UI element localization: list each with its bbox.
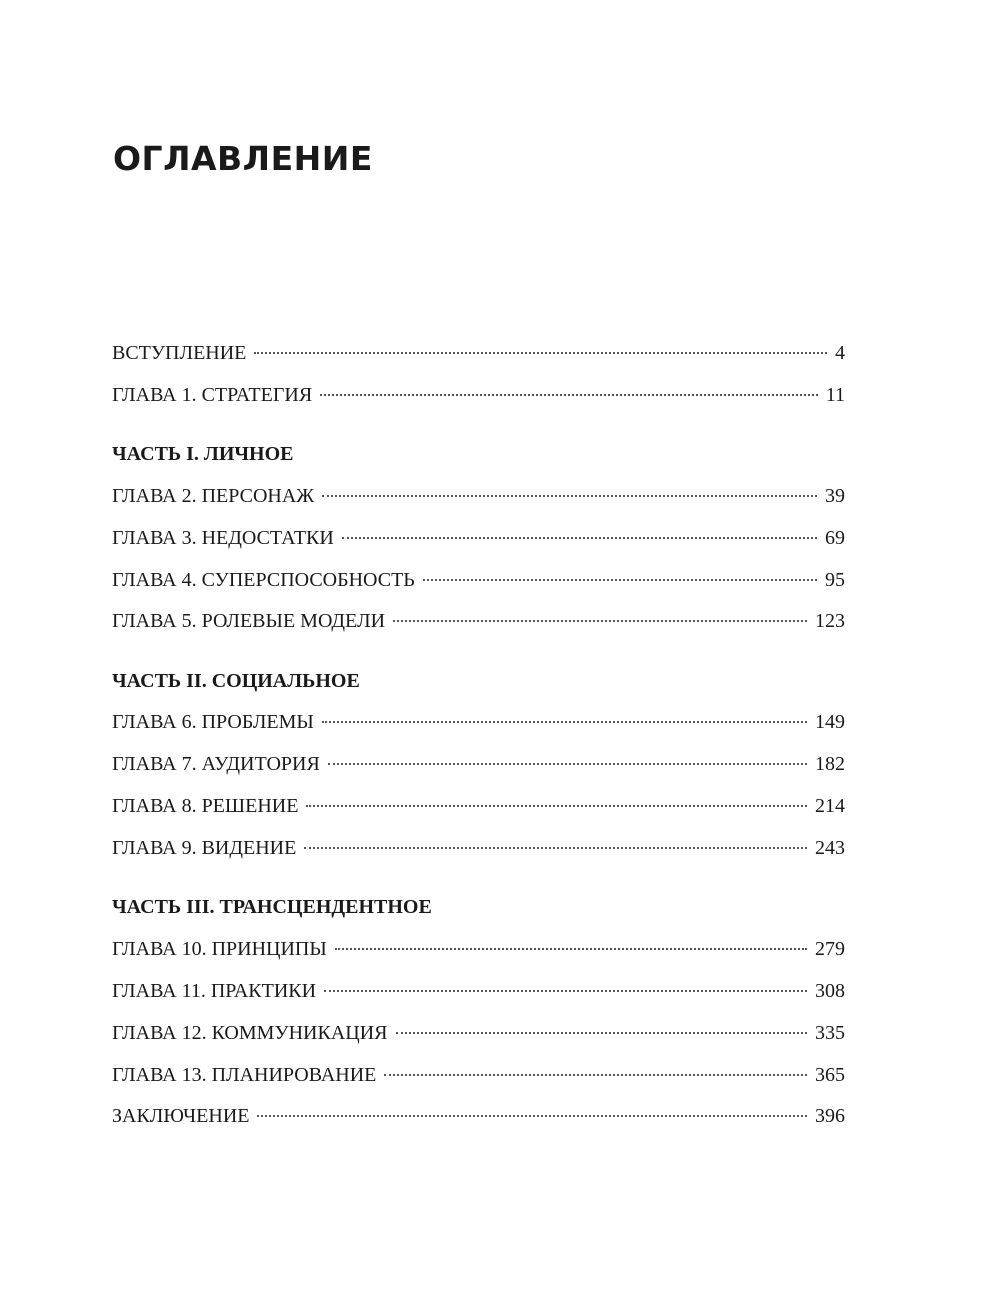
toc-entry-label: ГЛАВА 4. СУПЕРСПОСОБНОСТЬ xyxy=(112,569,415,591)
toc-entry-chapter-5[interactable] xyxy=(112,608,845,634)
dot-leader xyxy=(342,537,817,539)
toc-entry-chapter-11[interactable] xyxy=(112,978,845,1004)
part-heading-2: ЧАСТЬ II. СОЦИАЛЬНОЕ xyxy=(112,670,360,692)
toc-entry-label: ГЛАВА 1. СТРАТЕГИЯ xyxy=(112,384,313,406)
toc-entry-label: ГЛАВА 2. ПЕРСОНАЖ xyxy=(112,485,315,507)
dot-leader xyxy=(423,579,817,581)
dot-leader xyxy=(324,990,807,992)
part-heading-3: ЧАСТЬ III. ТРАНСЦЕНДЕНТНОЕ xyxy=(112,896,432,918)
toc-entry-chapter-4[interactable] xyxy=(112,567,845,593)
toc-entry-page: 308 xyxy=(815,980,845,1002)
toc-entry-chapter-12[interactable] xyxy=(112,1020,845,1046)
toc-entry-page: 243 xyxy=(815,837,845,859)
toc-entry-page: 214 xyxy=(815,795,845,817)
toc-entry-chapter-8[interactable] xyxy=(112,793,845,819)
toc-entry-label: ГЛАВА 6. ПРОБЛЕМЫ xyxy=(112,711,314,733)
toc-entry-page: 279 xyxy=(815,938,845,960)
toc-entry-page: 396 xyxy=(815,1105,845,1127)
toc-entry-page: 69 xyxy=(825,527,845,549)
toc-entry-chapter-1[interactable] xyxy=(112,382,845,408)
part-heading-1: ЧАСТЬ I. ЛИЧНОЕ xyxy=(112,443,294,465)
toc-entry-page: 365 xyxy=(815,1064,845,1086)
toc-entry-chapter-10[interactable] xyxy=(112,936,845,962)
toc-entry-label: ГЛАВА 8. РЕШЕНИЕ xyxy=(112,795,299,817)
toc-entry-chapter-3[interactable] xyxy=(112,525,845,551)
toc-entry-page: 4 xyxy=(835,342,845,364)
toc-entry-label: ВСТУПЛЕНИЕ xyxy=(112,342,247,364)
toc-entry-page: 123 xyxy=(815,610,845,632)
dot-leader xyxy=(328,763,807,765)
toc-entry-label: ГЛАВА 5. РОЛЕВЫЕ МОДЕЛИ xyxy=(112,610,386,632)
dot-leader xyxy=(306,805,807,807)
toc-entry-page: 11 xyxy=(825,384,845,406)
toc-entry-page: 149 xyxy=(815,711,845,733)
toc-entry-label: ГЛАВА 12. КОММУНИКАЦИЯ xyxy=(112,1022,388,1044)
toc-entry-conclusion[interactable] xyxy=(112,1103,845,1129)
dot-leader xyxy=(322,721,807,723)
toc-entry-label: ГЛАВА 13. ПЛАНИРОВАНИЕ xyxy=(112,1064,377,1086)
toc-entry-label: ГЛАВА 7. АУДИТОРИЯ xyxy=(112,753,320,775)
toc-entry-chapter-9[interactable] xyxy=(112,835,845,861)
toc-entry-label: ЗАКЛЮЧЕНИЕ xyxy=(112,1105,250,1127)
toc-entry-label: ГЛАВА 11. ПРАКТИКИ xyxy=(112,980,317,1002)
toc-entry-chapter-2[interactable] xyxy=(112,483,845,509)
toc-entry-page: 335 xyxy=(815,1022,845,1044)
toc-entry-page: 182 xyxy=(815,753,845,775)
toc-entry-page: 95 xyxy=(825,569,845,591)
dot-leader xyxy=(304,847,807,849)
page-title: ОГЛАВЛЕНИЕ xyxy=(113,139,373,178)
toc-entry-chapter-7[interactable] xyxy=(112,751,845,777)
toc-entry-label: ГЛАВА 9. ВИДЕНИЕ xyxy=(112,837,297,859)
dot-leader xyxy=(322,495,817,497)
dot-leader xyxy=(320,394,818,396)
toc-entry-label: ГЛАВА 10. ПРИНЦИПЫ xyxy=(112,938,327,960)
dot-leader xyxy=(384,1074,807,1076)
dot-leader xyxy=(254,352,827,354)
toc-entry-page: 39 xyxy=(825,485,845,507)
toc-entry-chapter-6[interactable] xyxy=(112,709,845,735)
toc-entry-chapter-13[interactable] xyxy=(112,1062,845,1088)
toc-entry-label: ГЛАВА 3. НЕДОСТАТКИ xyxy=(112,527,334,549)
dot-leader xyxy=(393,620,807,622)
dot-leader xyxy=(396,1032,808,1034)
dot-leader xyxy=(335,948,807,950)
toc-entry-intro[interactable] xyxy=(112,340,845,366)
dot-leader xyxy=(257,1115,807,1117)
